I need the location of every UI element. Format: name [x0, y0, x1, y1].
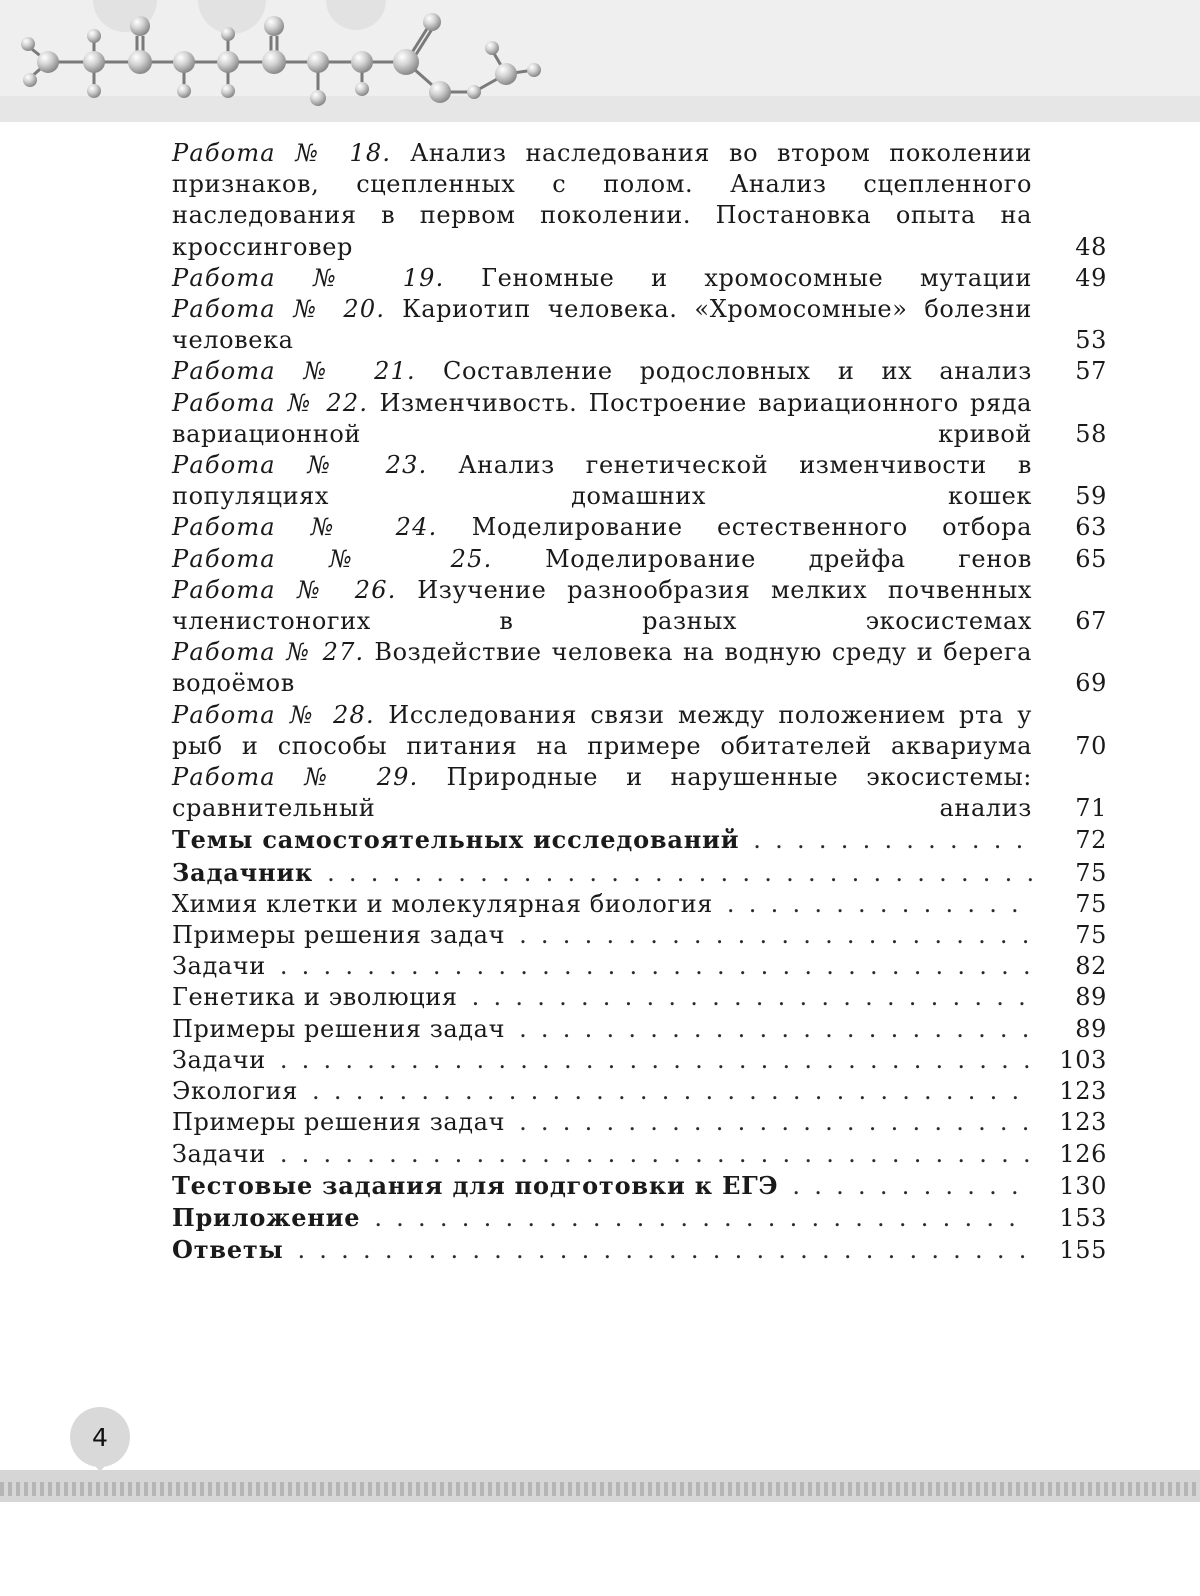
- toc-entry: [172, 857, 1107, 889]
- toc-entry-title: Задачи: [172, 1045, 266, 1074]
- toc-page-number: 65: [1075, 544, 1107, 573]
- toc-dot-leader: [519, 1107, 1032, 1138]
- toc-entry: [172, 356, 1107, 387]
- toc-entry-line: [172, 857, 1032, 889]
- toc-entry: [172, 138, 1107, 263]
- toc-entry-lead: Работа № 24.: [172, 513, 438, 542]
- toc-entry-title: Анализ наследования во втором поколении признаков, сцепленных с полом. Анализ сцепленного наследования в первом поколении. Постановка опыта на кроссинговер: [172, 139, 1032, 261]
- toc-entry-lead: Работа № 21.: [172, 357, 416, 386]
- toc-entry-title: Задачи: [172, 952, 266, 981]
- toc-entry: [172, 982, 1107, 1013]
- toc-page-number: 48: [1075, 232, 1107, 261]
- toc-entry-line: [172, 1139, 1032, 1170]
- toc-entry-line: [172, 824, 1032, 856]
- toc-page-number: 72: [1075, 826, 1107, 855]
- toc-page-number: 75: [1075, 921, 1107, 950]
- toc-entry: [172, 1107, 1107, 1138]
- toc-page-number: 155: [1059, 1236, 1107, 1265]
- toc-entry: [172, 1170, 1107, 1202]
- toc-page-number: 130: [1059, 1171, 1107, 1200]
- toc-entry-text: [172, 138, 1032, 263]
- toc-entry-title: Химия клетки и молекулярная биология: [172, 889, 713, 918]
- toc-page-number: 49: [1075, 263, 1107, 292]
- toc-page-number: 123: [1059, 1077, 1107, 1106]
- toc-entry: [172, 1076, 1107, 1107]
- toc-entry-title: Примеры решения задач: [172, 921, 506, 950]
- toc-dot-leader: [312, 1076, 1032, 1107]
- toc-entry-line: [172, 1170, 1032, 1202]
- toc-page-number: 67: [1075, 607, 1107, 636]
- toc-page-number: 153: [1059, 1203, 1107, 1232]
- toc-dot-leader: [519, 920, 1032, 951]
- toc-entry: [172, 450, 1107, 512]
- toc-page-number: 89: [1075, 983, 1107, 1012]
- toc-entry: [172, 388, 1107, 450]
- toc-entry-line: [172, 1202, 1032, 1234]
- toc-entry-line: [172, 1076, 1032, 1107]
- toc-entry: [172, 512, 1107, 543]
- toc-page-number: 57: [1075, 357, 1107, 386]
- toc-entry-text: [172, 512, 1032, 543]
- toc-entry-line: [172, 1107, 1032, 1138]
- toc-page-number: 126: [1059, 1139, 1107, 1168]
- toc-entry-title: Тестовые задания для подготовки к ЕГЭ: [172, 1170, 779, 1200]
- toc-entry-line: [172, 1045, 1032, 1076]
- toc-entry-text: [172, 575, 1032, 637]
- table-of-contents: [172, 138, 1107, 1266]
- toc-entry-title: Изучение разнообразия мелких почвенных членистоногих в разных экосистемах: [172, 575, 1032, 636]
- toc-entry-lead: Работа № 18.: [172, 139, 392, 167]
- footer-ruler: [0, 1482, 1200, 1496]
- toc-dot-leader: [519, 1014, 1032, 1045]
- balloon-shape: [326, 0, 386, 30]
- toc-entry-text: [172, 762, 1032, 824]
- toc-entry-title: Задачник: [172, 857, 314, 887]
- toc-dot-leader: [472, 982, 1032, 1013]
- toc-entry-title: Приложение: [172, 1202, 361, 1232]
- toc-page-number: 103: [1059, 1045, 1107, 1074]
- toc-entry-text: [172, 388, 1032, 450]
- toc-dot-leader: [297, 1235, 1032, 1266]
- toc-page-number: 123: [1059, 1108, 1107, 1137]
- toc-page-number: 82: [1075, 952, 1107, 981]
- toc-entry-text: [172, 637, 1032, 699]
- toc-entry-lead: Работа № 28.: [172, 700, 375, 729]
- toc-entry: [172, 762, 1107, 824]
- toc-entry-line: [172, 889, 1032, 920]
- toc-dot-leader: [374, 1203, 1032, 1234]
- toc-entry-text: [172, 263, 1032, 294]
- toc-dot-leader: [753, 825, 1032, 856]
- toc-page-number: 63: [1075, 513, 1107, 542]
- toc-entry-line: [172, 982, 1032, 1013]
- toc-entry-title: Составление родословных и их анализ: [443, 357, 1032, 386]
- toc-entry-lead: Работа № 23.: [172, 451, 428, 480]
- toc-dot-leader: [792, 1171, 1032, 1202]
- toc-entry-lead: Работа № 20.: [172, 295, 386, 324]
- toc-dot-leader: [280, 1139, 1032, 1170]
- toc-entry: [172, 889, 1107, 920]
- toc-entry: [172, 951, 1107, 982]
- toc-entry: [172, 1234, 1107, 1266]
- page-number: 4: [92, 1422, 108, 1452]
- toc-entry-title: Воздействие человека на водную среду и берега водоёмов: [172, 638, 1032, 698]
- toc-page-number: 70: [1075, 731, 1107, 760]
- molecule-illustration: [0, 0, 560, 122]
- toc-dot-leader: [280, 1045, 1032, 1076]
- toc-dot-leader: [727, 889, 1032, 920]
- toc-entry-line: [172, 951, 1032, 982]
- toc-entry-lead: Работа № 29.: [172, 763, 419, 792]
- toc-entry-title: Темы самостоятельных исследований: [172, 825, 740, 855]
- toc-entry: [172, 263, 1107, 294]
- toc-entry-title: Генетика и эволюция: [172, 983, 458, 1012]
- toc-entry: [172, 700, 1107, 762]
- toc-page-number: 71: [1075, 794, 1107, 823]
- toc-page-number: 58: [1075, 419, 1107, 448]
- toc-entry: [172, 824, 1107, 856]
- toc-page-number: 75: [1075, 889, 1107, 918]
- toc-entry-line: [172, 920, 1032, 951]
- toc-entry-lead: Работа № 25.: [172, 544, 493, 573]
- toc-entry-text: [172, 294, 1032, 356]
- toc-page-number: 59: [1075, 482, 1107, 511]
- toc-entry: [172, 1014, 1107, 1045]
- toc-entry-title: Задачи: [172, 1139, 266, 1168]
- toc-entry-text: [172, 356, 1032, 387]
- toc-entry-title: Примеры решения задач: [172, 1108, 506, 1137]
- toc-entry-title: Моделирование дрейфа генов: [545, 544, 1032, 573]
- toc-entry-title: Экология: [172, 1077, 299, 1106]
- toc-entry-title: Геномные и хромосомные мутации: [481, 263, 1032, 292]
- toc-entry-lead: Работа № 26.: [172, 575, 397, 604]
- toc-entry-title: Ответы: [172, 1235, 284, 1265]
- toc-entry-title: Исследования связи между положением рта у рыб и способы питания на примере обитателей аквариума: [172, 700, 1032, 760]
- toc-dot-leader: [327, 858, 1032, 889]
- toc-page-number: 75: [1075, 858, 1107, 887]
- toc-dot-leader: [280, 951, 1032, 982]
- page-number-badge: [70, 1407, 130, 1467]
- toc-entry: [172, 1202, 1107, 1234]
- toc-entry-title: Моделирование естественного отбора: [471, 513, 1032, 542]
- toc-entry-text: [172, 700, 1032, 762]
- toc-entry: [172, 1045, 1107, 1076]
- toc-entry-title: Природные и нарушенные экосистемы: сравнительный анализ: [172, 763, 1032, 823]
- toc-entry-line: [172, 1014, 1032, 1045]
- toc-page-number: 89: [1075, 1014, 1107, 1043]
- toc-entry: [172, 1139, 1107, 1170]
- toc-entry-lead: Работа № 27.: [172, 638, 365, 667]
- toc-entry-title: Примеры решения задач: [172, 1014, 506, 1043]
- toc-entry-title: Кариотип человека. «Хромосомные» болезни человека: [172, 295, 1032, 355]
- toc-page-number: 53: [1075, 326, 1107, 355]
- toc-entry-title: Анализ генетической изменчивости в популяциях домашних кошек: [172, 451, 1032, 511]
- toc-entry-line: [172, 1234, 1032, 1266]
- toc-entry-title: Изменчивость. Построение вариационного ряда вариационной кривой: [172, 388, 1032, 448]
- toc-entry: [172, 637, 1107, 699]
- toc-page-number: 69: [1075, 669, 1107, 698]
- toc-entry: [172, 920, 1107, 951]
- toc-entry: [172, 544, 1107, 575]
- toc-entry: [172, 575, 1107, 637]
- toc-entry: [172, 294, 1107, 356]
- toc-entry-text: [172, 544, 1032, 575]
- toc-entry-lead: Работа № 19.: [172, 263, 445, 292]
- toc-entry-lead: Работа № 22.: [172, 388, 369, 417]
- toc-entry-text: [172, 450, 1032, 512]
